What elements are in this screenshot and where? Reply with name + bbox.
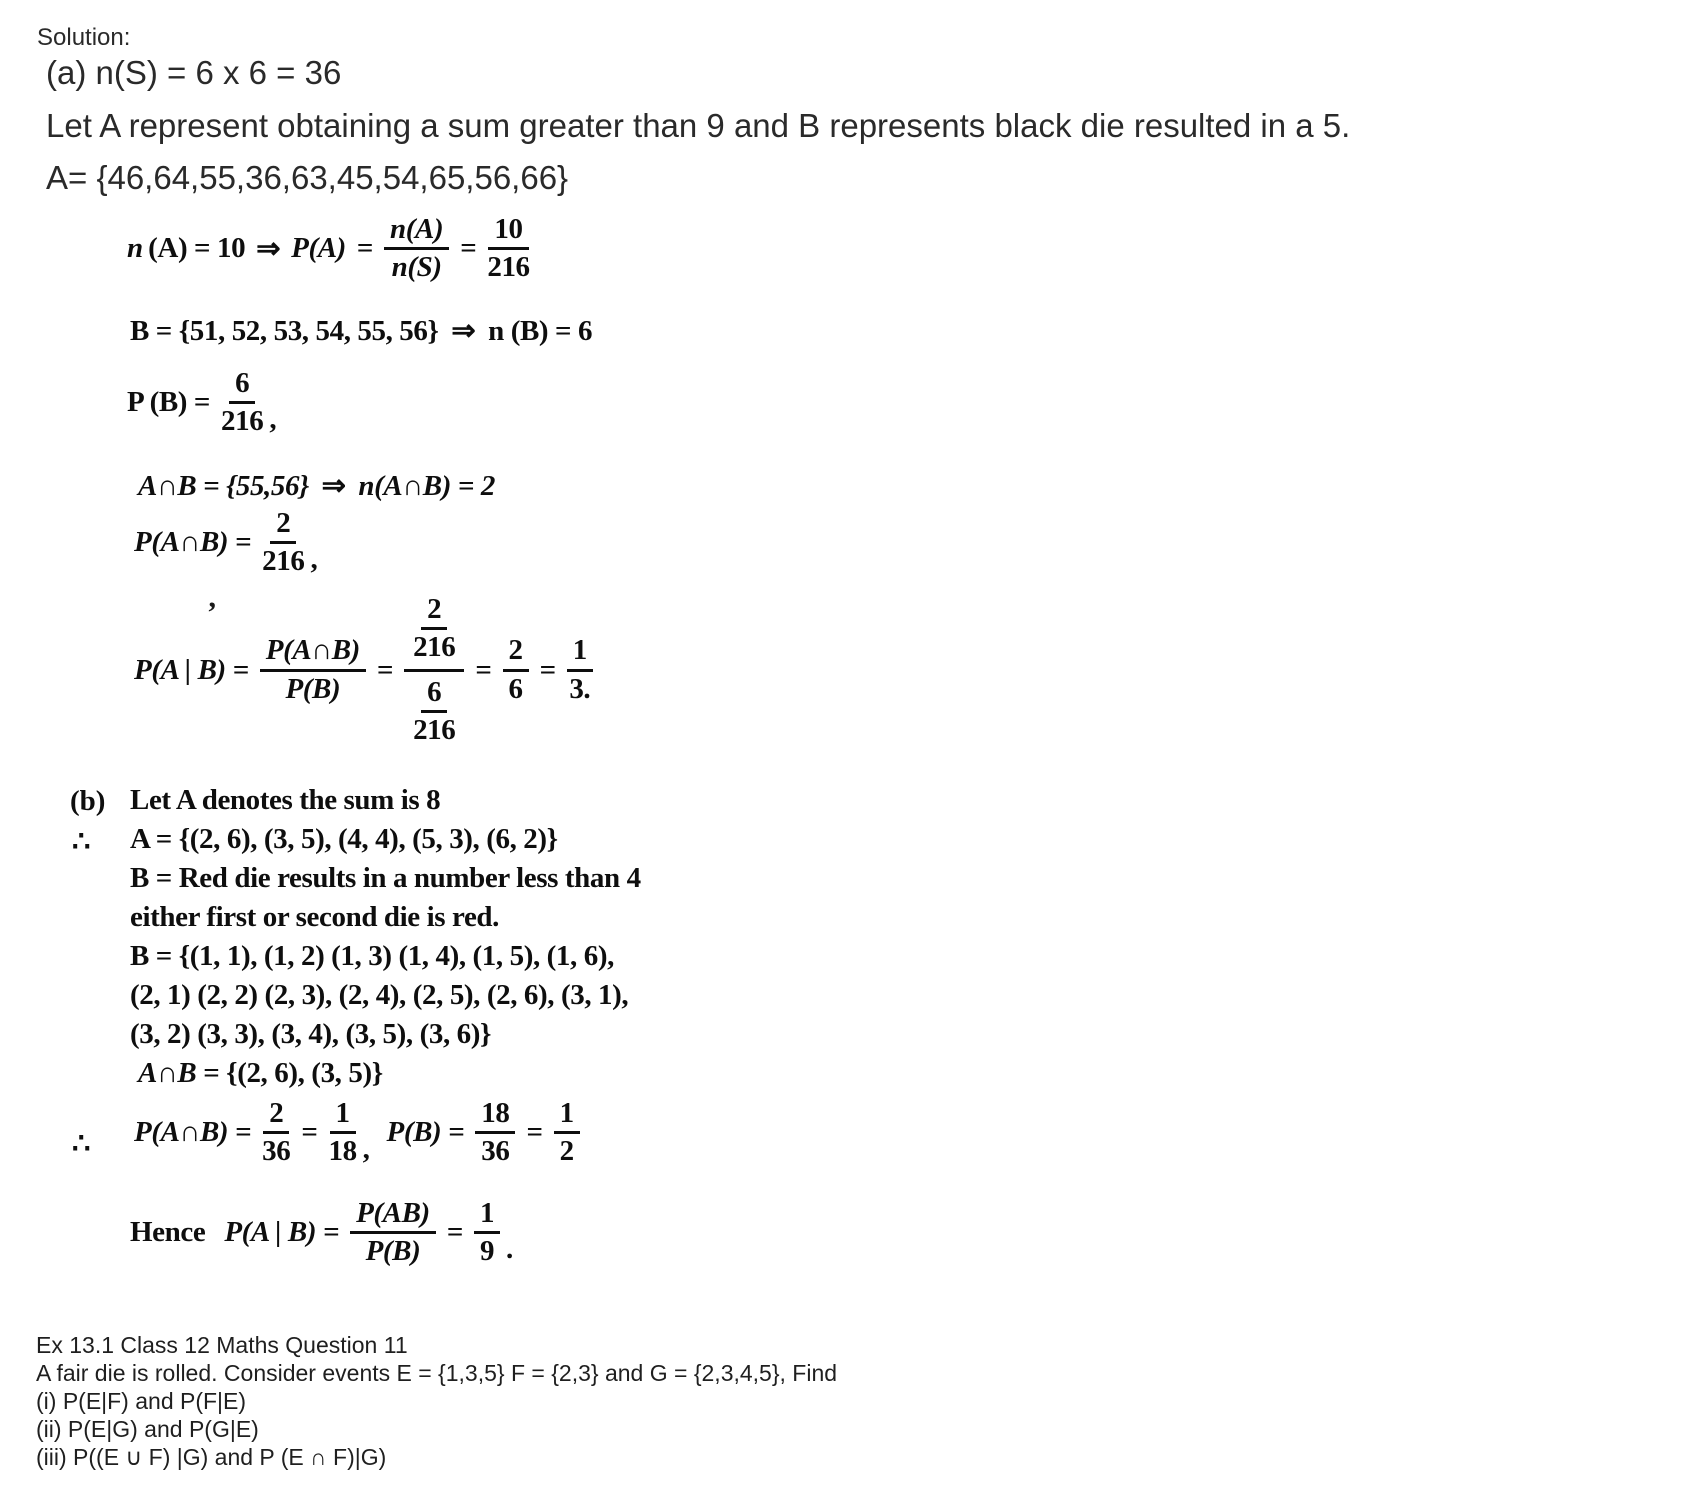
- part-b-marker: (b): [70, 785, 106, 817]
- fraction: [262, 508, 304, 578]
- footer-line: (i) P(E|F) and P(F|E): [36, 1388, 247, 1414]
- implies-arrow: ⇒: [321, 470, 346, 502]
- footer-line: (iii) P((E ∪ F) |G) and P (E ∩ F)|G): [36, 1444, 387, 1470]
- fraction: [384, 214, 449, 284]
- part-b-line: (3, 2) (3, 3), (3, 4), (3, 5), (3, 6)}: [130, 1018, 492, 1050]
- fraction-denominator: 18: [328, 1135, 357, 1168]
- equals-sign: =: [376, 653, 394, 686]
- math-term: P(A∩B) =: [134, 1116, 252, 1149]
- fraction-denominator: 216: [413, 713, 456, 746]
- footer-line: Ex 13.1 Class 12 Maths Question 11: [36, 1332, 408, 1358]
- part-b-block: [130, 784, 641, 1096]
- fraction-denominator: 216: [413, 631, 456, 664]
- footer-block: [36, 1331, 837, 1471]
- math-term: P(A): [291, 232, 346, 265]
- math-term: P(A | B) =: [134, 653, 249, 686]
- fraction-numerator: 18: [475, 1098, 515, 1134]
- fraction: [567, 635, 593, 705]
- big-fraction-numerator: [404, 594, 464, 672]
- part-b-line: either first or second die is red.: [130, 901, 499, 933]
- math-text: n(A∩B) = 2: [358, 470, 495, 502]
- big-fraction: [404, 594, 464, 746]
- implies-arrow: ⇒: [451, 315, 476, 347]
- fraction-numerator: 10: [488, 214, 528, 250]
- fraction-denominator: 216: [487, 251, 530, 284]
- intro-text: Let A represent obtaining a sum greater than 9 and B represents black die resulted in a 5.: [46, 107, 1351, 144]
- fraction: [260, 635, 366, 705]
- equals-sign: =: [356, 232, 374, 265]
- set-b-text: [130, 313, 592, 348]
- equals-sign: =: [301, 1116, 318, 1149]
- part-b-line: [138, 1057, 641, 1096]
- fraction: [487, 214, 529, 284]
- fraction-denominator: P(B): [285, 672, 341, 705]
- math-text: B = {51, 52, 53, 54, 55, 56}: [130, 315, 439, 347]
- solution-label: Solution:: [37, 24, 131, 51]
- math-text: n (B) = 6: [488, 315, 593, 347]
- fraction-numerator: 6: [421, 677, 447, 713]
- equation-final: [130, 1198, 513, 1268]
- math-term: [127, 232, 245, 265]
- fraction-denominator: n(S): [391, 251, 442, 284]
- fraction-denominator: 3.: [569, 672, 591, 705]
- fraction: [262, 1098, 290, 1168]
- fraction: [328, 1098, 356, 1168]
- part-b-line: (2, 1) (2, 2) (2, 3), (2, 4), (2, 5), (2, 6), (3, 1),: [130, 979, 629, 1011]
- fraction: [413, 594, 455, 664]
- fraction-denominator: 36: [262, 1135, 291, 1168]
- therefore-symbol: ∴: [72, 826, 91, 858]
- math-term: P(A∩B) =: [134, 526, 252, 559]
- fraction-numerator: 2: [270, 508, 296, 544]
- math-term: P (B) =: [127, 386, 210, 419]
- fraction-numerator: 6: [229, 368, 255, 404]
- fraction: [413, 677, 455, 747]
- part-b-line: Let A denotes the sum is 8: [130, 784, 441, 816]
- fraction-numerator: P(A∩B): [260, 635, 366, 671]
- fraction-numerator: 1: [330, 1098, 356, 1134]
- equation-pab: [134, 508, 317, 578]
- math-text: A∩B: [138, 1057, 197, 1089]
- equals-sign: =: [446, 1216, 463, 1249]
- period-mark: .: [506, 1232, 513, 1265]
- fraction-numerator: 1: [567, 635, 593, 671]
- math-text: A∩B = {55,56}: [138, 470, 309, 502]
- part-b-line: B = Red die results in a number less than 4: [130, 862, 641, 894]
- therefore-symbol: ∴: [72, 1128, 91, 1160]
- fraction-denominator: 9: [479, 1235, 495, 1268]
- math-term: P(A | B) =: [224, 1216, 340, 1249]
- equation-pb: [127, 368, 276, 438]
- fraction-numerator: P(AB): [350, 1198, 436, 1234]
- fraction-denominator: P(B): [365, 1235, 421, 1268]
- intersection-text: [138, 468, 495, 503]
- fraction-numerator: n(A): [384, 214, 449, 250]
- part-b-line: B = {(1, 1), (1, 2) (1, 3) (1, 4), (1, 5), (1, 6),: [130, 940, 614, 972]
- big-fraction-denominator: [413, 672, 455, 747]
- math-text: = {(2, 6), (3, 5)}: [196, 1057, 383, 1089]
- fraction-numerator: 1: [474, 1198, 500, 1234]
- fraction: [554, 1098, 580, 1168]
- fraction: [475, 1098, 515, 1168]
- fraction-denominator: 216: [262, 545, 305, 578]
- footer-line: (ii) P(E|G) and P(G|E): [36, 1416, 259, 1442]
- equals-sign: =: [460, 232, 477, 265]
- part-b-line: A = {(2, 6), (3, 5), (4, 4), (5, 3), (6, 2)}: [130, 823, 558, 855]
- equation-prob-values: [134, 1098, 580, 1168]
- fraction-numerator: 1: [554, 1098, 580, 1134]
- part-a-heading: (a) n(S) = 6 x 6 = 36: [46, 54, 342, 91]
- equation-conditional: [134, 594, 593, 746]
- fraction-numerator: 2: [263, 1098, 289, 1134]
- set-a-text: A= {46,64,55,36,63,45,54,65,56,66}: [46, 159, 569, 196]
- footer-line: A fair die is rolled. Consider events E = {1,3,5} F = {2,3} and G = {2,3,4,5}, Find: [36, 1360, 838, 1386]
- fraction-denominator: 216: [221, 405, 264, 438]
- fraction-numerator: 2: [421, 594, 447, 630]
- equation-na: [127, 214, 530, 284]
- hence-label: Hence: [130, 1216, 206, 1249]
- comma-mark: ,: [310, 542, 318, 575]
- fraction: [350, 1198, 436, 1268]
- fraction: [474, 1198, 500, 1268]
- equals-sign: =: [475, 653, 492, 686]
- fraction-numerator: 2: [503, 635, 529, 671]
- math-text: (A) = 10: [148, 232, 246, 265]
- fraction-denominator: 36: [481, 1135, 510, 1168]
- math-term: P(B) =: [386, 1116, 465, 1149]
- fraction: [221, 368, 263, 438]
- equals-sign: =: [539, 653, 556, 686]
- fraction: [503, 635, 529, 705]
- stray-scan-mark: ’: [207, 596, 217, 629]
- math-var: n: [127, 232, 143, 265]
- fraction-denominator: 2: [559, 1135, 574, 1168]
- comma-mark: ,: [269, 402, 277, 435]
- equals-sign: =: [526, 1116, 543, 1149]
- implies-arrow: ⇒: [256, 233, 281, 266]
- fraction-denominator: 6: [508, 672, 523, 705]
- comma-mark: ,: [362, 1132, 370, 1165]
